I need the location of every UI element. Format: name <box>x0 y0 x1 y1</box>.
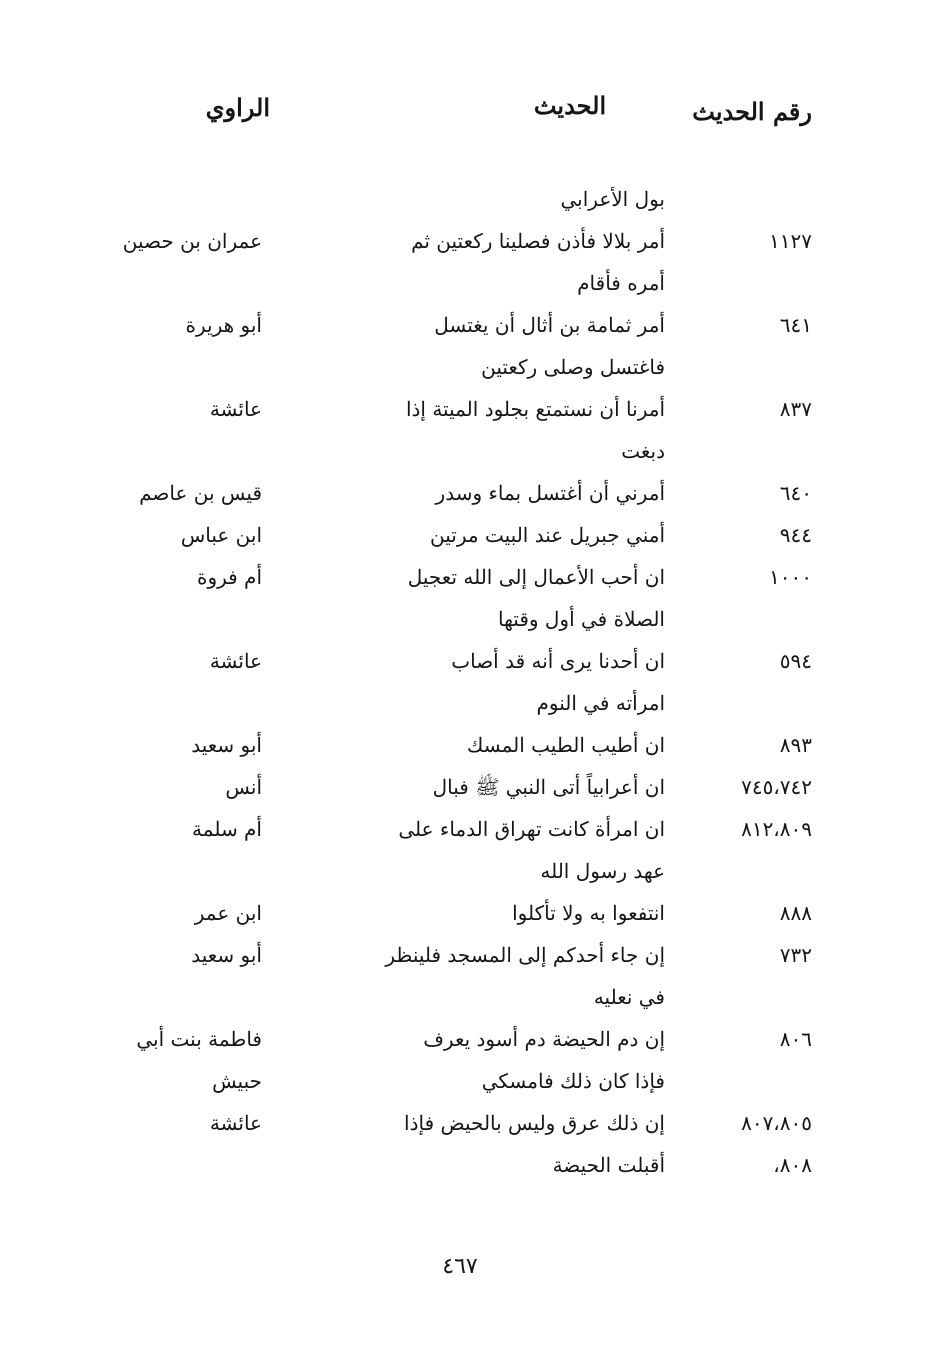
table-row <box>0 766 944 808</box>
hadith-text: إن جاء أحدكم إلى المسجد فلينظر <box>385 943 665 967</box>
narrator: عمران بن حصين <box>122 229 262 253</box>
hadith-number: ٨٠٧،٨٠٥ <box>741 1111 812 1135</box>
table-row <box>0 976 944 1018</box>
table-row <box>0 1060 944 1102</box>
header-number: رقم الحديث <box>692 97 812 126</box>
table-row <box>0 640 944 682</box>
table-row <box>0 892 944 934</box>
hadith-text: أمر ثمامة بن أثال أن يغتسل <box>434 313 665 337</box>
hadith-text: أقبلت الحيضة <box>552 1153 665 1177</box>
hadith-text: أمني جبريل عند البيت مرتين <box>430 523 665 547</box>
narrator: عائشة <box>209 1111 262 1135</box>
narrator: أبو سعيد <box>191 943 262 967</box>
table-row <box>0 808 944 850</box>
table-row <box>0 220 944 262</box>
hadith-number: ١١٢٧ <box>769 229 812 253</box>
table-row <box>0 850 944 892</box>
hadith-text: أمر بلالا فأذن فصلينا ركعتين ثم <box>411 229 665 253</box>
table-row <box>0 388 944 430</box>
table-row <box>0 178 944 220</box>
table-row <box>0 1144 944 1186</box>
narrator: فاطمة بنت أبي <box>136 1027 262 1051</box>
hadith-number: ٨٩٣ <box>779 733 812 757</box>
table-row <box>0 346 944 388</box>
hadith-text: الصلاة في أول وقتها <box>497 607 665 631</box>
table-row <box>0 1102 944 1144</box>
table-row <box>0 724 944 766</box>
table-row <box>0 430 944 472</box>
table-row <box>0 262 944 304</box>
table-row <box>0 682 944 724</box>
narrator: قيس بن عاصم <box>139 481 262 505</box>
hadith-number: ٧٤٥،٧٤٢ <box>741 775 812 799</box>
hadith-text: ان امرأة كانت تهراق الدماء على <box>398 817 665 841</box>
hadith-text: عهد رسول الله <box>540 859 665 883</box>
table-row <box>0 556 944 598</box>
hadith-text: أمرني أن أغتسل بماء وسدر <box>435 481 665 505</box>
hadith-text: أمره فأقام <box>577 271 665 295</box>
hadith-number: ٨٠٨، <box>773 1153 812 1177</box>
hadith-number: ٨٠٦ <box>779 1027 812 1051</box>
hadith-text: في نعليه <box>593 985 665 1009</box>
table-row <box>0 472 944 514</box>
hadith-number: ٨٣٧ <box>779 397 812 421</box>
hadith-text: امرأته في النوم <box>536 691 665 715</box>
narrator: أم سلمة <box>192 817 262 841</box>
hadith-number: ٧٣٢ <box>779 943 812 967</box>
hadith-number: ٦٤١ <box>779 313 812 337</box>
table-row <box>0 1018 944 1060</box>
hadith-number: ٨١٢،٨٠٩ <box>741 817 812 841</box>
hadith-table <box>0 178 944 1186</box>
table-row <box>0 304 944 346</box>
hadith-number: ٨٨٨ <box>779 901 812 925</box>
narrator: أبو هريرة <box>185 313 262 337</box>
hadith-text: إن ذلك عرق وليس بالحيض فإذا <box>404 1111 665 1135</box>
hadith-text: ان أعرابياً أتى النبي ﷺ فبال <box>432 775 665 799</box>
narrator: أم فروة <box>196 565 262 589</box>
hadith-number: ١٠٠٠ <box>769 565 812 589</box>
hadith-text: ان أحدنا يرى أنه قد أصاب <box>451 649 665 673</box>
header-narrator: الراوي <box>205 93 270 122</box>
table-row <box>0 514 944 556</box>
hadith-number: ٩٤٤ <box>779 523 812 547</box>
narrator: ابن عباس <box>180 523 262 547</box>
hadith-number: ٥٩٤ <box>779 649 812 673</box>
hadith-text: فاغتسل وصلى ركعتين <box>481 355 665 379</box>
narrator: أنس <box>225 775 262 799</box>
table-row <box>0 598 944 640</box>
hadith-text: فإذا كان ذلك فامسكي <box>481 1069 665 1093</box>
narrator: ابن عمر <box>194 901 262 925</box>
hadith-number: ٦٤٠ <box>779 481 812 505</box>
table-row <box>0 934 944 976</box>
hadith-text: إن دم الحيضة دم أسود يعرف <box>423 1027 665 1051</box>
narrator: عائشة <box>209 397 262 421</box>
hadith-text: انتفعوا به ولا تأكلوا <box>512 901 665 925</box>
header-hadith: الحديث <box>533 91 607 120</box>
hadith-text: ان أحب الأعمال إلى الله تعجيل <box>407 565 665 589</box>
hadith-text: بول الأعرابي <box>560 187 665 211</box>
hadith-text: أمرنا أن نستمتع بجلود الميتة إذا <box>405 397 665 421</box>
table-header <box>0 90 944 180</box>
narrator: حبيش <box>212 1069 262 1093</box>
hadith-text: دبغت <box>621 439 665 463</box>
hadith-text: ان أطيب الطيب المسك <box>466 733 665 757</box>
narrator: أبو سعيد <box>191 733 262 757</box>
page-number: ٤٦٧ <box>442 1254 478 1279</box>
narrator: عائشة <box>209 649 262 673</box>
